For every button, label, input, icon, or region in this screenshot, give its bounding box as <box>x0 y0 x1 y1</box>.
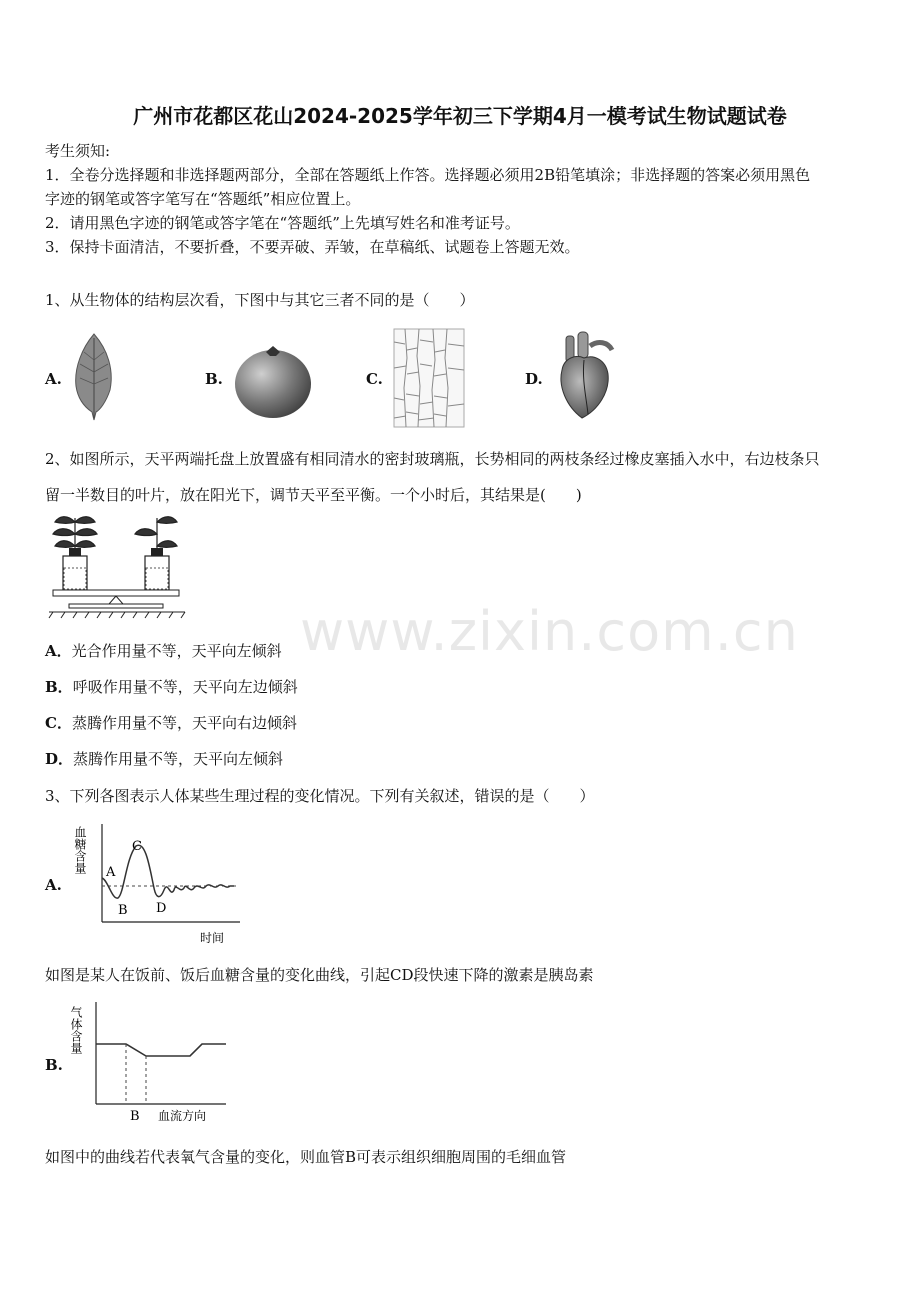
q2-stem-line1: 2、如图所示，天平两端托盘上放置盛有相同清水的密封玻璃瓶，长势相同的两枝条经过橡皮塞插入水中，右边枝条只 <box>45 450 820 468</box>
point-label-c: C <box>132 839 142 854</box>
q1-option-c: C. <box>366 370 383 388</box>
q3-stem: 3、下列各图表示人体某些生理过程的变化情况。下列有关叙述，错误的是（ ） <box>45 787 595 805</box>
q2-stem-line2: 留一半数目的叶片，放在阳光下，调节天平至平衡。一个小时后，其结果是( ) <box>45 486 582 504</box>
q2-option-a: A．光合作用量不等，天平向左倾斜 <box>45 642 282 660</box>
q3-option-a-text: 如图是某人在饭前、饭后血糖含量的变化曲线，引起CD段快速下降的激素是胰岛素 <box>45 966 594 984</box>
watermark: www.zixin.com.cn <box>300 600 799 663</box>
balance-diagram <box>45 508 195 618</box>
notice-item: 2．请用黑色字迹的钢笔或答字笔在“答题纸”上先填写姓名和准考证号。 <box>45 214 520 232</box>
q3-option-b: B. <box>45 1056 63 1074</box>
q1-stem: 1、从生物体的结构层次看，下图中与其它三者不同的是（ ） <box>45 291 475 309</box>
notice-item: 3．保持卡面清洁，不要折叠，不要弄破、弄皱，在草稿纸、试题卷上答题无效。 <box>45 238 580 256</box>
q2-option-b: B．呼吸作用量不等，天平向左边倾斜 <box>45 678 298 696</box>
q1-option-b: B. <box>205 370 223 388</box>
y-axis-label: 气体含量 <box>69 1006 83 1054</box>
x-axis-label: 血流方向 <box>158 1109 207 1123</box>
q1-option-d: D. <box>525 370 543 388</box>
q2-option-c: C．蒸腾作用量不等，天平向右边倾斜 <box>45 714 297 732</box>
gas-content-chart <box>69 998 242 1126</box>
y-axis-label: 血糖含量 <box>73 826 87 874</box>
q2-option-d: D．蒸腾作用量不等，天平向左倾斜 <box>45 750 284 768</box>
cell-tissue-icon <box>393 328 465 428</box>
point-label-a: A <box>106 865 116 880</box>
q3-option-a: A. <box>45 876 62 894</box>
q3-option-b-text: 如图中的曲线若代表氧气含量的变化，则血管B可表示组织细胞周围的毛细血管 <box>45 1148 567 1166</box>
notice-heading: 考生须知: <box>45 142 111 160</box>
q1-option-a: A. <box>45 370 62 388</box>
tomato-icon <box>232 340 314 420</box>
point-label-d: D <box>156 901 167 916</box>
leaf-icon <box>70 330 118 422</box>
point-label-b: B <box>130 1109 140 1124</box>
notice-item: 字迹的钢笔或答字笔写在“答题纸”相应位置上。 <box>45 190 361 208</box>
notice-item: 1．全卷分选择题和非选择题两部分，全部在答题纸上作答。选择题必须用2B铅笔填涂；非选择题的答案必须用黑色 <box>45 166 811 184</box>
blood-sugar-chart <box>73 818 246 948</box>
point-label-b: B <box>118 903 128 918</box>
x-axis-label: 时间 <box>200 931 225 945</box>
page-title: 广州市花都区花山2024-2025学年初三下学期4月一模考试生物试题试卷 <box>133 104 787 128</box>
heart-icon <box>552 330 618 422</box>
